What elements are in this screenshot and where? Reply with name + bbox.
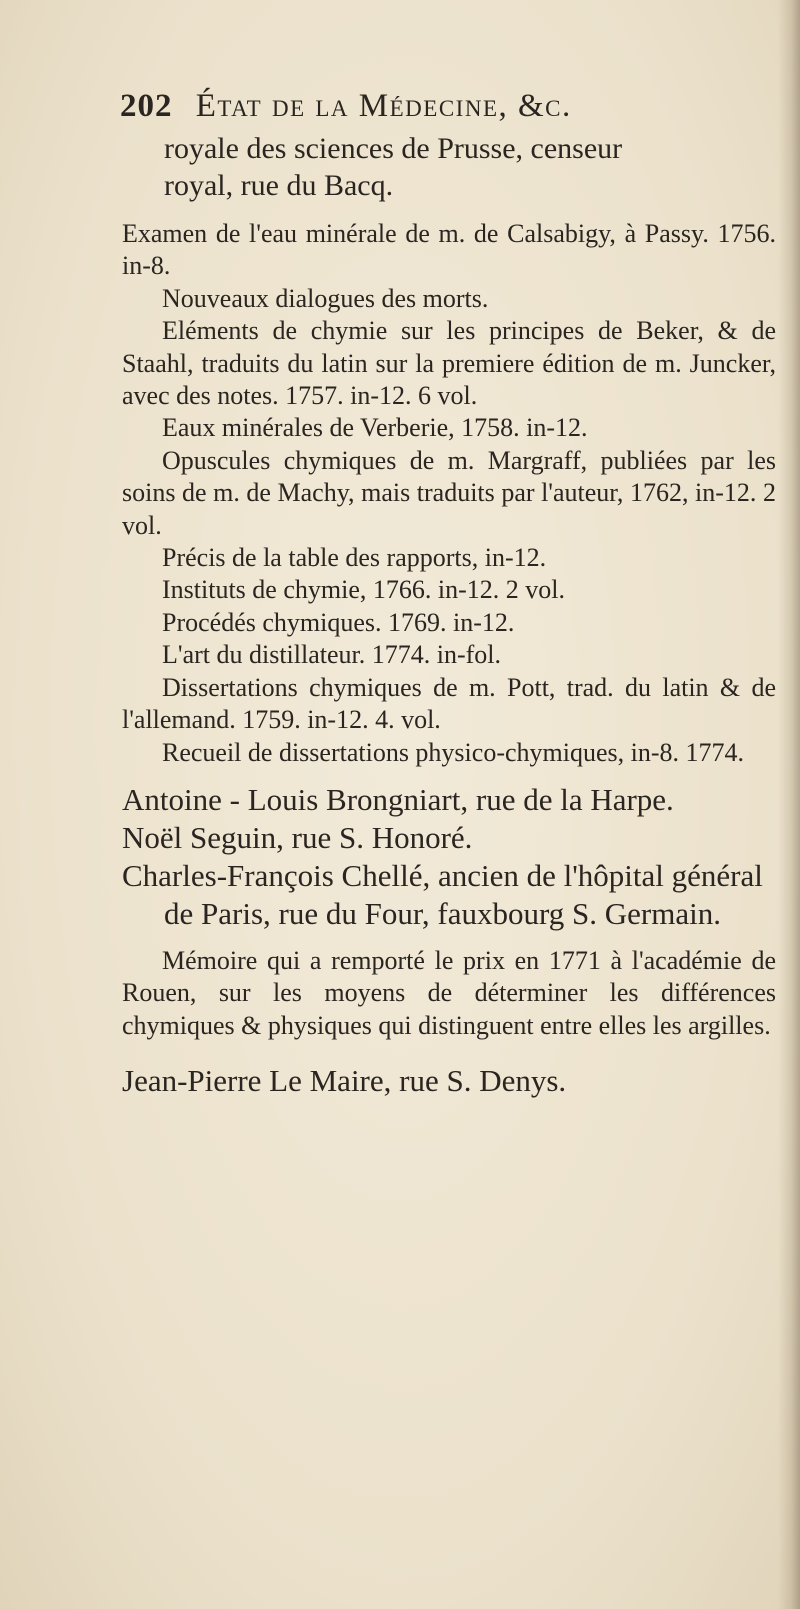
work-entry: Examen de l'eau minérale de m. de Calsabigy, à Passy. 1756. in-8. [122,219,776,281]
work-entry: Dissertations chymiques de m. Pott, trad. du latin & de l'allemand. 1759. in-12. 4. vol. [122,672,776,735]
work-entry: Eaux minérales de Verberie, 1758. in-12. [162,413,588,443]
page-body [122,130,776,1100]
work-entry: Opuscules chymiques de m. Margraff, publiées par les soins de m. de Machy, mais traduits par l'auteur, 1762, in-12. 2 vol. [122,445,776,540]
continued-entry-line: royal, rue du Bacq. [164,169,394,202]
work-entry: Précis de la table des rapports, in-12. [162,543,547,573]
running-header [120,88,760,125]
continued-entry-line: royale des sciences de Prusse, censeur [164,132,623,165]
work-entry: Recueil de dissertations physico-chymiques, in-8. 1774. [162,737,745,767]
member-entry: Charles-François Chellé, ancien de l'hôpital général de Paris, rue du Four, fauxbourg S. Germain. [122,857,763,931]
running-title: État de la Médecine, &c. [195,88,572,124]
work-entry: Nouveaux dialogues des morts. [162,283,489,313]
member-entry: Antoine - Louis Brongniart, rue de la Harpe. [122,781,674,817]
member-entry: Jean-Pierre Le Maire, rue S. Denys. [122,1063,567,1099]
work-entry: Instituts de chymie, 1766. in-12. 2 vol. [162,575,565,605]
work-entry: Procédés chymiques. 1769. in-12. [162,607,515,637]
page-gutter-shadow [778,0,800,1609]
memoire-entry: Mémoire qui a remporté le prix en 1771 à l'académie de Rouen, sur les moyens de déterminer les différences chymiques & physiques qui distinguent entre elles les argilles. [122,945,776,1040]
page-number: 202 [120,88,173,124]
member-entry: Noël Seguin, rue S. Honoré. [122,819,473,855]
work-entry: L'art du distillateur. 1774. in-fol. [162,640,502,670]
work-entry: Eléments de chymie sur les principes de Beker, & de Staahl, traduits du latin sur la premiere édition de m. Juncker, avec des notes. 1757. in-12. 6 vol. [122,316,776,411]
